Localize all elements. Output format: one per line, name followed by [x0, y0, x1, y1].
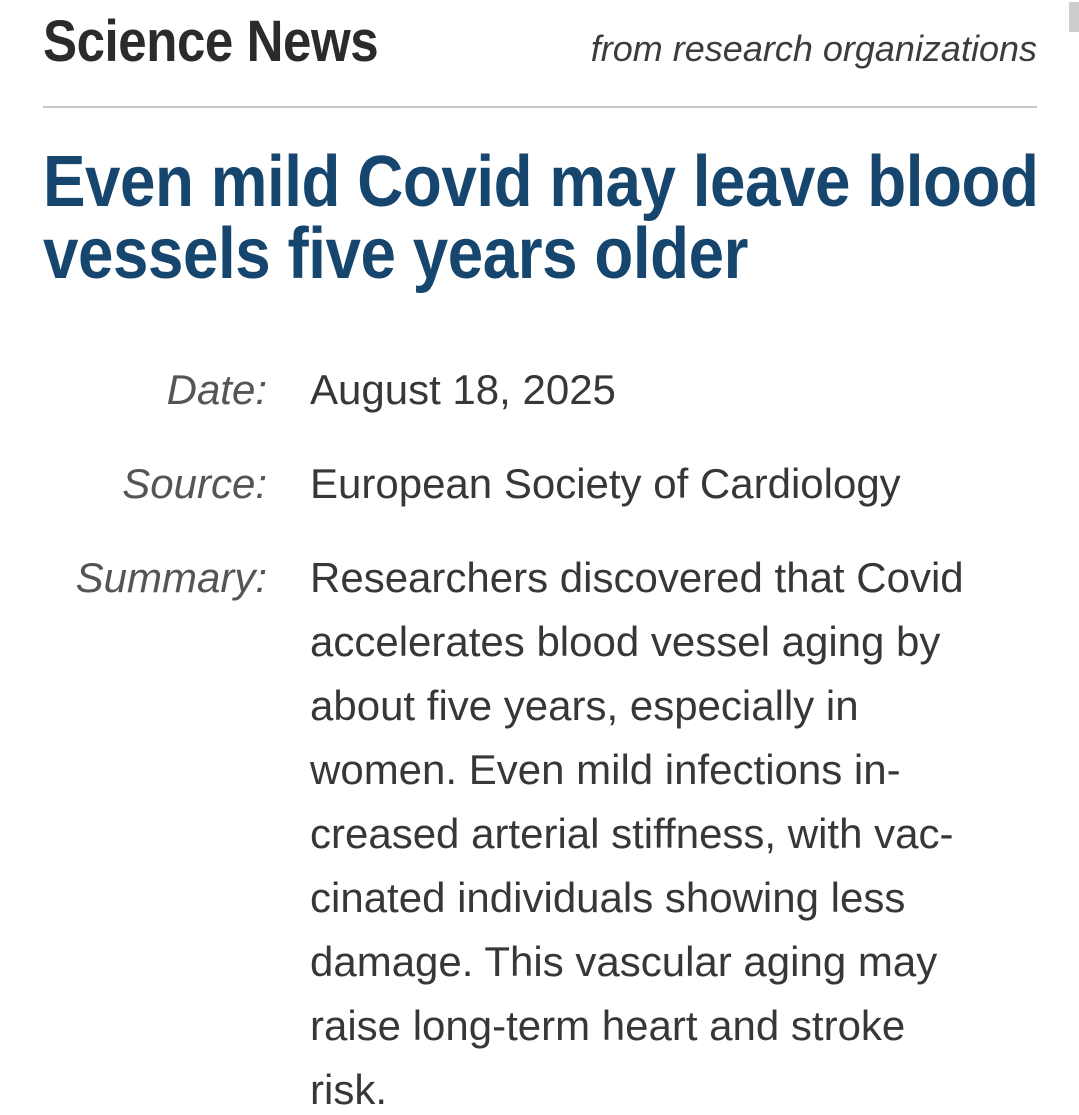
source-value: European Society of Cardiology	[310, 460, 901, 507]
summary-line: women. Even mild infections in-	[310, 746, 901, 793]
article-headline	[43, 142, 1039, 294]
meta-value-date	[310, 358, 1037, 422]
summary-line: about five years, especially in	[310, 682, 859, 729]
summary-line: accelerates blood vessel aging by	[310, 618, 941, 665]
meta-label-summary: Summary:	[75, 554, 267, 601]
site-brand	[43, 8, 424, 75]
meta-row-source	[43, 452, 1037, 516]
summary-line: risk.	[310, 1066, 387, 1113]
summary-line: damage. This vascular aging may	[310, 938, 938, 985]
date-value: August 18, 2025	[310, 366, 616, 413]
meta-label-date: Date:	[166, 366, 267, 413]
meta-row-summary	[43, 546, 1037, 1115]
article-meta	[43, 358, 1037, 1115]
headline-line-1: Even mild Covid may leave blood	[43, 142, 1039, 222]
summary-line: Researchers discovered that Covid	[310, 554, 964, 601]
meta-row-date	[43, 358, 1037, 422]
scrollbar-thumb[interactable]	[1069, 2, 1079, 32]
masthead-tagline: from research organizations	[590, 28, 1037, 69]
summary-line: creased arterial stiffness, with vac-	[310, 810, 954, 857]
summary-line: raise long-term heart and stroke	[310, 1002, 906, 1049]
meta-value-summary	[310, 546, 1037, 1115]
summary-line: cinated individuals showing less	[310, 874, 906, 921]
meta-value-source	[310, 452, 1037, 516]
headline-line-2: vessels five years older	[43, 214, 748, 294]
masthead	[43, 8, 1037, 75]
masthead-divider	[43, 106, 1037, 108]
meta-label-source: Source:	[122, 460, 267, 507]
site-brand-text: Science News	[43, 9, 379, 74]
